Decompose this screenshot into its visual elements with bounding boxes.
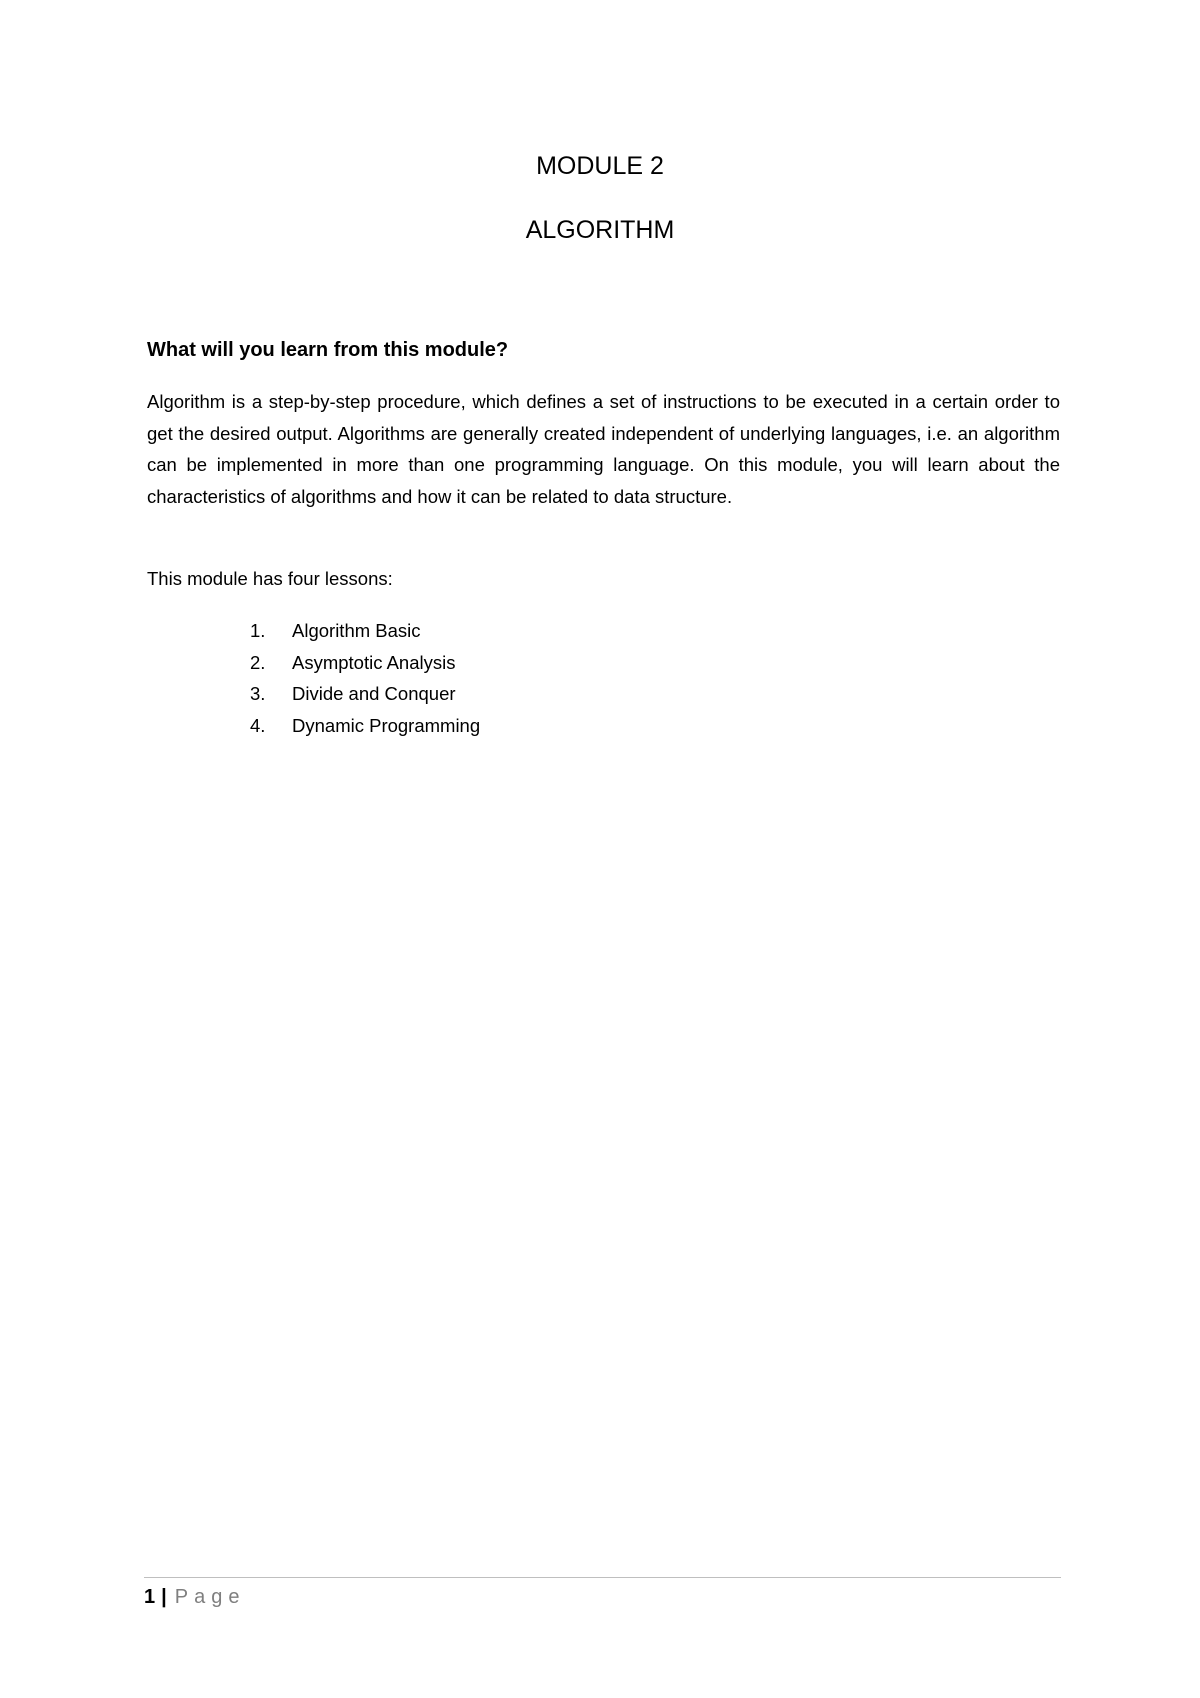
list-item [250, 710, 480, 742]
module-title: MODULE 2 [536, 152, 664, 180]
list-item-number: 1. [250, 620, 266, 641]
topic-title: ALGORITHM [525, 216, 675, 244]
intro-paragraph: Algorithm is a step-by-step procedure, which defines a set of instructions to be executed in a certain order to get the desired output. Algorithms are generally created independent of underlying languages, i.e. an algorithm can be implemented in more than one programming language. On this module, you will learn about the characteristics of algorithms and how it can be related to data structure. [147, 391, 1060, 507]
list-item-number: 4. [250, 714, 266, 736]
lesson-list [250, 615, 480, 741]
page-number: 1 [144, 1586, 156, 1608]
footer-separator: | [161, 1586, 167, 1608]
list-item-number: 2. [250, 651, 266, 673]
list-item [250, 647, 480, 679]
page-label: Page [174, 1586, 246, 1608]
list-item-label: Dynamic Programming [292, 714, 481, 736]
section-heading: What will you learn from this module? [147, 339, 509, 361]
list-item-label: Asymptotic Analysis [292, 651, 456, 673]
lessons-intro: This module has four lessons: [147, 568, 393, 589]
list-item [250, 678, 480, 710]
list-item-label: Divide and Conquer [292, 683, 456, 704]
list-item-number: 3. [250, 683, 266, 704]
list-item [250, 615, 480, 647]
page-footer [144, 1583, 245, 1611]
list-item-label: Algorithm Basic [292, 620, 421, 641]
footer-divider [144, 1577, 1061, 1578]
